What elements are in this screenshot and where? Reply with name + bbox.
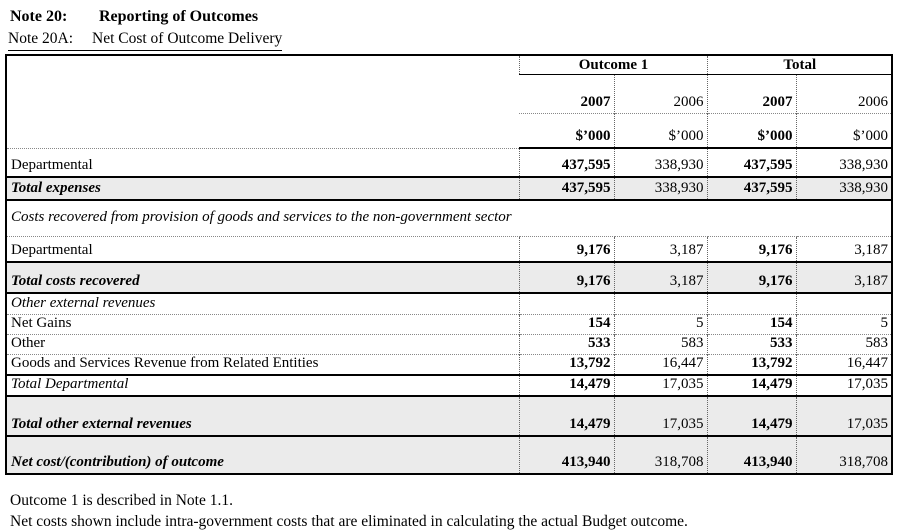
value-cell: 3,187 (614, 262, 707, 293)
value-cell: 5 (796, 315, 892, 335)
value-cell: 413,940 (519, 436, 614, 474)
value-cell (796, 293, 892, 315)
value-cell: 583 (614, 335, 707, 355)
value-cell: 154 (519, 315, 614, 335)
value-cell: 318,708 (614, 436, 707, 474)
row-costs-recovered-heading (6, 200, 892, 237)
value-cell: 437,595 (707, 177, 796, 200)
value-cell: 338,930 (614, 177, 707, 200)
row-label: Departmental (6, 148, 519, 177)
value-cell: 9,176 (519, 237, 614, 263)
row-total-costs-recovered (6, 262, 892, 293)
value-cell: 17,035 (614, 375, 707, 396)
row-total-expenses (6, 177, 892, 200)
note-title-line (0, 0, 900, 26)
row-net-gains (6, 315, 892, 335)
note-heading: Reporting of Outcomes (99, 8, 259, 25)
row-total-other-external-revenues (6, 396, 892, 436)
subnote-number: Note 20A: (8, 30, 74, 47)
value-cell: 533 (519, 335, 614, 355)
unit-header: $’000 (707, 114, 796, 149)
row-label: Net cost/(contribution) of outcome (6, 436, 519, 474)
note-subtitle-line (0, 26, 900, 51)
value-cell: 437,595 (519, 177, 614, 200)
value-cell: 13,792 (707, 355, 796, 376)
value-cell: 14,479 (519, 375, 614, 396)
header-spacer-cell (6, 55, 519, 148)
footnotes (10, 490, 900, 532)
value-cell (614, 293, 707, 315)
row-net-cost-of-outcome (6, 436, 892, 474)
value-cell: 338,930 (614, 148, 707, 177)
year-header: 2007 (707, 75, 796, 114)
value-cell: 16,447 (614, 355, 707, 376)
value-cell: 14,479 (519, 396, 614, 436)
value-cell: 9,176 (519, 262, 614, 293)
value-cell: 3,187 (796, 237, 892, 263)
year-header: 2006 (796, 75, 892, 114)
row-other-external-revenues-heading (6, 293, 892, 315)
row-label: Other (6, 335, 519, 355)
note-subtitle-underline (8, 30, 282, 51)
section-heading: Other external revenues (6, 293, 519, 315)
value-cell: 338,930 (796, 148, 892, 177)
value-cell: 14,479 (707, 396, 796, 436)
value-cell: 583 (796, 335, 892, 355)
value-cell: 16,447 (796, 355, 892, 376)
subnote-heading: Net Cost of Outcome Delivery (92, 30, 283, 47)
value-cell: 17,035 (796, 396, 892, 436)
unit-header: $’000 (614, 114, 707, 149)
row-label: Total expenses (6, 177, 519, 200)
value-cell: 437,595 (707, 148, 796, 177)
row-label: Net Gains (6, 315, 519, 335)
value-cell: 5 (614, 315, 707, 335)
section-heading: Costs recovered from provision of goods and services to the non-government sector (6, 200, 892, 237)
value-cell: 338,930 (796, 177, 892, 200)
net-cost-outcome-table (5, 54, 893, 475)
value-cell: 14,479 (707, 375, 796, 396)
row-departmental-costs-recovered (6, 237, 892, 263)
value-cell (707, 293, 796, 315)
year-header: 2006 (614, 75, 707, 114)
value-cell: 9,176 (707, 237, 796, 263)
row-label: Goods and Services Revenue from Related Entities (6, 355, 519, 376)
value-cell: 9,176 (707, 262, 796, 293)
unit-header: $’000 (796, 114, 892, 149)
row-goods-services-revenue (6, 355, 892, 376)
row-label: Total costs recovered (6, 262, 519, 293)
value-cell: 3,187 (614, 237, 707, 263)
row-departmental-expenses (6, 148, 892, 177)
col-group-total: Total (707, 55, 892, 75)
value-cell: 437,595 (519, 148, 614, 177)
value-cell (519, 293, 614, 315)
row-label: Total Departmental (6, 375, 519, 396)
value-cell: 17,035 (796, 375, 892, 396)
footnote-outcome-description: Outcome 1 is described in Note 1.1. (10, 492, 233, 509)
value-cell: 13,792 (519, 355, 614, 376)
year-header: 2007 (519, 75, 614, 114)
row-other (6, 335, 892, 355)
row-label: Departmental (6, 237, 519, 263)
col-group-outcome1: Outcome 1 (519, 55, 707, 75)
footnote-net-costs: Net costs shown include intra-government costs that are eliminated in calculating the actual Budget outcome. (10, 513, 688, 530)
value-cell: 318,708 (796, 436, 892, 474)
row-total-departmental (6, 375, 892, 396)
unit-header: $’000 (519, 114, 614, 149)
note-number: Note 20: (10, 8, 68, 25)
value-cell: 154 (707, 315, 796, 335)
value-cell: 533 (707, 335, 796, 355)
value-cell: 17,035 (614, 396, 707, 436)
row-label: Total other external revenues (6, 396, 519, 436)
value-cell: 3,187 (796, 262, 892, 293)
value-cell: 413,940 (707, 436, 796, 474)
column-group-header-row (6, 55, 892, 75)
